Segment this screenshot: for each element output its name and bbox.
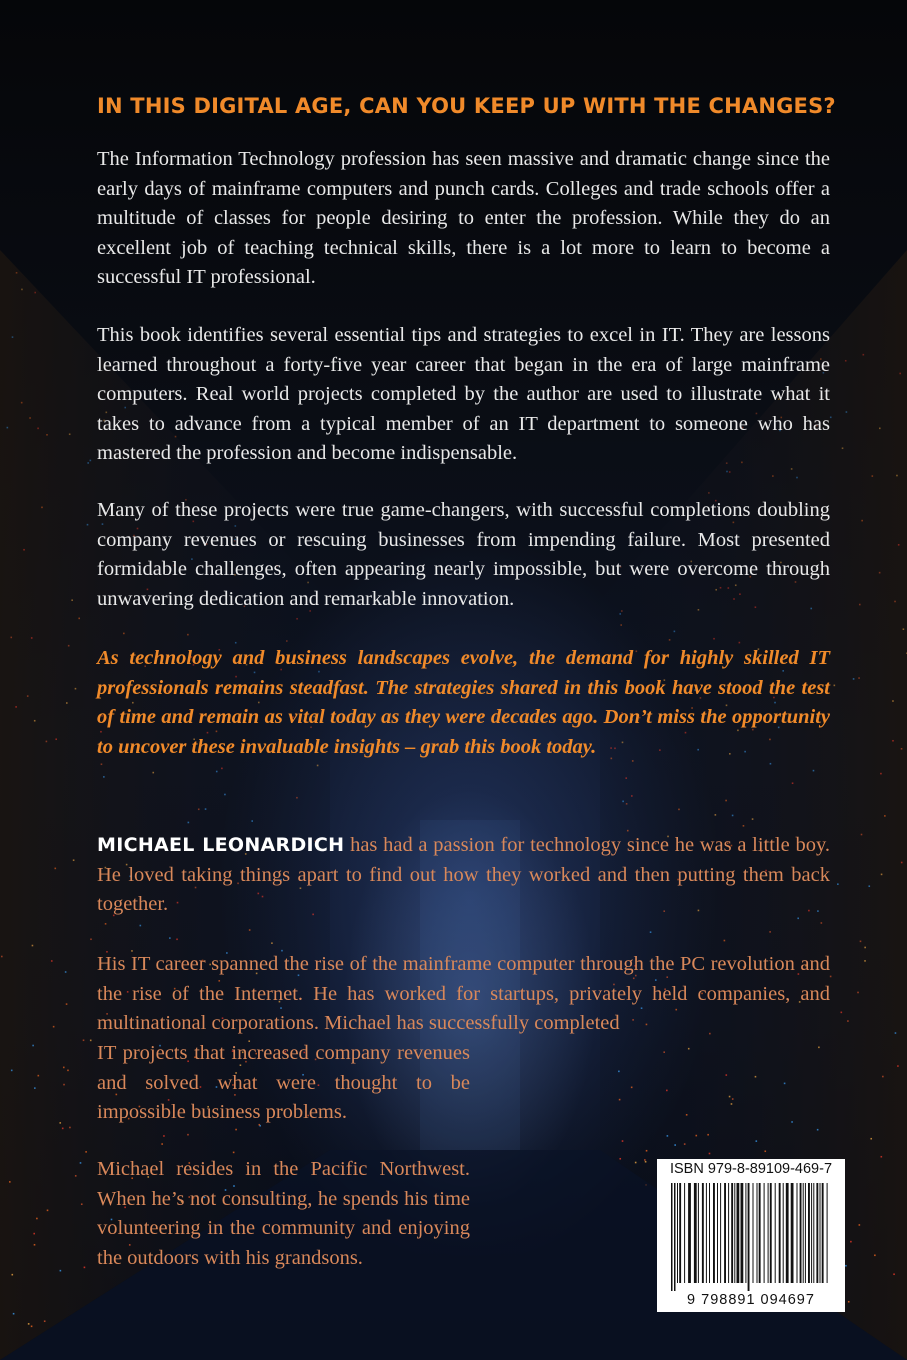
author-career-continued: IT projects that increased company revenues and solved what were thought to be impossible business problems. bbox=[97, 1042, 470, 1123]
barcode-digits: 9 798891 094697 bbox=[687, 1292, 815, 1308]
intro-paragraph: The Information Technology profession has seen massive and dramatic change since the early days of mainframe computers and punch cards. Colleges and trade schools offer a multitude of classes for people desiring to enter the profession. While they do an excellent job of teaching technical skills, there is a lot more to learn to become a successful IT professional. bbox=[97, 148, 830, 288]
call-to-action-paragraph: As technology and business landscapes evolve, the demand for highly skilled IT professionals remains steadfast. The strategies shared in this book have stood the test of time and remain as vital today as they were decades ago. Don’t miss the opportunity to uncover these invaluable insights – grab this book today. bbox=[97, 647, 830, 758]
barcode-bars bbox=[669, 1183, 833, 1291]
book-description-paragraph: This book identifies several essential tips and strategies to excel in IT. They are lessons learned throughout a forty-five year career that began in the era of large mainframe computers. Real world projects completed by the author are used to illustrate what it takes to advance from a typical member of an IT department to someone who has mastered the profession and become indispensable. bbox=[97, 324, 830, 464]
author-career-paragraph: His IT career spanned the rise of the mainframe computer through the PC revolution and the rise of the Internet. He has worked for startups, privately held companies, and multinational corporations. Michael has successfully completed bbox=[97, 953, 830, 1034]
isbn-label: ISBN 979-8-89109-469-7 bbox=[669, 1161, 833, 1177]
author-bio-text: has had a passion for technology since he was a little boy. He loved taking things apart to find out how they worked and then putting them back together. bbox=[97, 834, 830, 915]
projects-paragraph: Many of these projects were true game-changers, with successful completions doubling company revenues or rescuing businesses from impending failure. Most presented formidable challenges, often appearing nearly impossible, but were overcome through unwavering dedication and remarkable innovation. bbox=[97, 499, 830, 610]
author-bio-intro bbox=[97, 831, 830, 920]
author-residence-paragraph: Michael resides in the Pacific Northwest. When he’s not consulting, he spends his time volunteering in the community and enjoying the outdoors with his grandsons. bbox=[97, 1158, 470, 1269]
author-name: MICHAEL LEONARDICH bbox=[97, 834, 345, 856]
isbn-barcode bbox=[657, 1159, 845, 1312]
headline: IN THIS DIGITAL AGE, CAN YOU KEEP UP WITH THE CHANGES? bbox=[97, 94, 836, 118]
